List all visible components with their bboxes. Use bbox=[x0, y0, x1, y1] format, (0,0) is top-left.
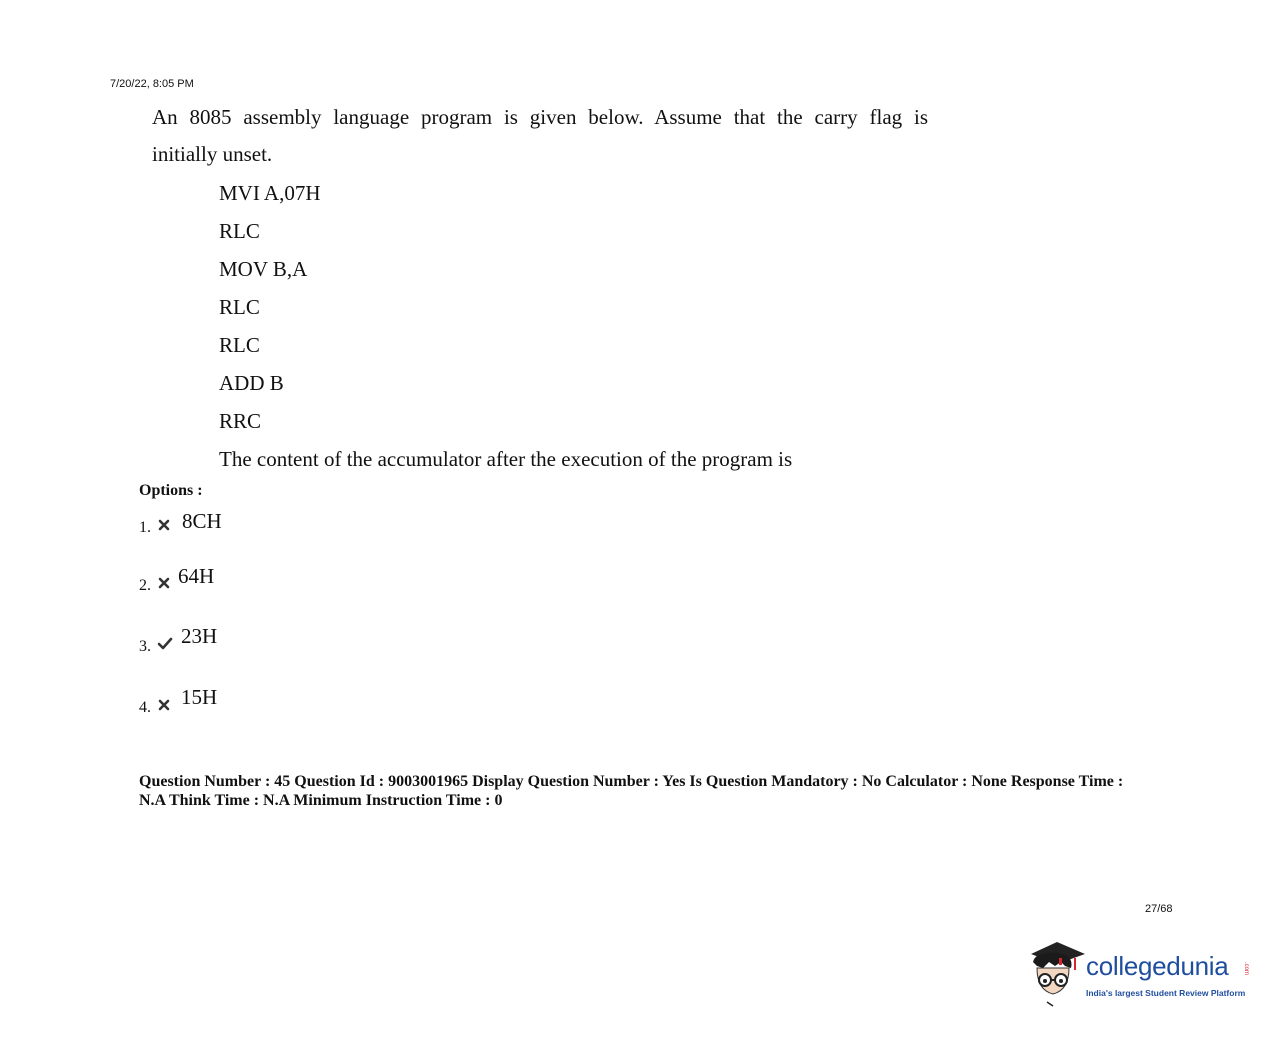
option-number: 1. bbox=[139, 519, 151, 536]
option-number: 3. bbox=[139, 638, 151, 655]
brand-tagline: India's largest Student Review Platform bbox=[1086, 988, 1246, 998]
option-number: 2. bbox=[139, 577, 151, 594]
question-prompt: The content of the accumulator after the execution of the program is bbox=[219, 447, 793, 471]
question-text-line-2: initially unset. bbox=[152, 142, 273, 166]
code-line: MVI A,07H bbox=[219, 181, 321, 205]
option-value: 8CH bbox=[182, 509, 222, 533]
page-number: 27/68 bbox=[1145, 903, 1173, 915]
option-number: 4. bbox=[139, 699, 151, 716]
option-value: 15H bbox=[181, 685, 218, 709]
code-line: RLC bbox=[219, 333, 260, 357]
code-line: RRC bbox=[219, 409, 262, 433]
mascot-icon bbox=[1025, 940, 1087, 1008]
options-heading: Options : bbox=[139, 482, 203, 499]
cross-icon bbox=[158, 577, 170, 591]
option-value: 23H bbox=[181, 624, 218, 648]
brand-dotcom: .com bbox=[1243, 962, 1249, 976]
brand-name: collegedunia bbox=[1086, 951, 1229, 981]
code-line: ADD B bbox=[219, 371, 284, 395]
question-text-line-1: An 8085 assembly language program is given below. Assume that the carry flag is bbox=[152, 105, 928, 129]
print-timestamp: 7/20/22, 8:05 PM bbox=[110, 78, 194, 90]
option-value: 64H bbox=[178, 564, 215, 588]
code-line: RLC bbox=[219, 219, 260, 243]
check-icon bbox=[157, 637, 173, 653]
question-metadata: Question Number : 45 Question Id : 9003001965 Display Question Number : Yes Is Question Mandatory : No Calculator : None Response Time : N.A Think Time : N.A Minimum Instruction Time : 0 bbox=[139, 773, 1124, 809]
code-line: MOV B,A bbox=[219, 257, 308, 281]
code-line: RLC bbox=[219, 295, 260, 319]
cross-icon bbox=[158, 699, 170, 713]
cross-icon bbox=[158, 519, 170, 533]
